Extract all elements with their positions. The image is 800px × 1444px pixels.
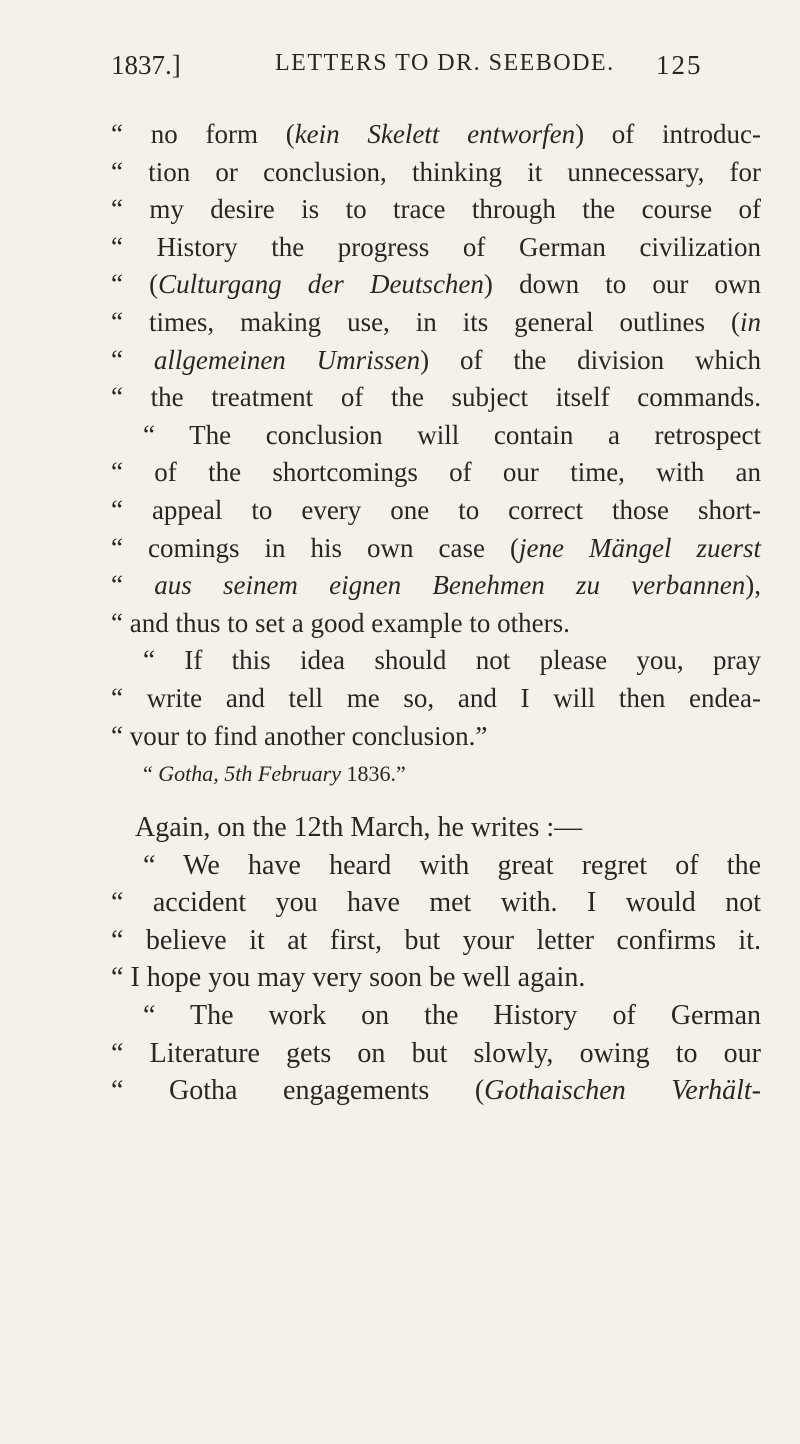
text-line: “ times, making use, in its general outlines (in [111,306,762,337]
text-line: “ tion or conclusion, thinking it unnecessary, for [111,156,762,187]
text-line: “ aus seinem eignen Benehmen zu verbannen), [111,570,761,601]
text-line: “ Literature gets on but slowly, owing to our [111,1037,762,1069]
letter-dateline: “ Gotha, 5th February 1836.” [143,761,406,787]
text-line: “ and thus to set a good example to others. [111,607,570,638]
page-number: 125 [656,50,703,80]
text-line: “ accident you have met with. I would not [111,887,761,919]
text-line: “ of the shortcomings of our time, with an [111,457,761,488]
text-line: Again, on the 12th March, he writes :— [135,812,583,844]
text-line: “ comings in his own case (jene Mängel zuerst [111,532,762,563]
text-line: “ my desire is to trace through the course of [111,194,761,225]
paragraph-gap [111,797,761,809]
text-line: “ Gotha engagements (Gothaischen Verhält- [111,1075,761,1107]
text-line: “ We have heard with great regret of the [143,849,761,881]
text-line: “ write and tell me so, and I will then endea- [111,682,762,713]
text-line: “ The work on the History of German [143,1000,761,1032]
text-line: “ allgemeinen Umrissen) of the division which [111,344,762,375]
text-line: “ (Culturgang der Deutschen) down to our own [111,269,762,300]
running-head [0,50,800,84]
text-line: “ no form (kein Skelett entworfen) of introduc- [111,119,762,149]
running-title: LETTERS TO DR. SEEBODE. [275,50,615,76]
text-line: “ If this idea should not please you, pray [143,645,761,676]
text-line: “ The conclusion will contain a retrospect [143,419,761,450]
text-line: “ vour to find another conclusion.” [111,720,488,751]
text-line: “ appeal to every one to correct those short- [111,494,761,525]
year-marker: 1837.] [111,50,181,80]
body-text [111,116,761,1110]
text-line: “ believe it at first, but your letter confirms it. [111,924,761,956]
text-line: “ the treatment of the subject itself commands. [111,382,762,413]
text-line: “ I hope you may very soon be well again. [111,962,586,994]
text-line: “ History the progress of German civilization [111,231,761,262]
